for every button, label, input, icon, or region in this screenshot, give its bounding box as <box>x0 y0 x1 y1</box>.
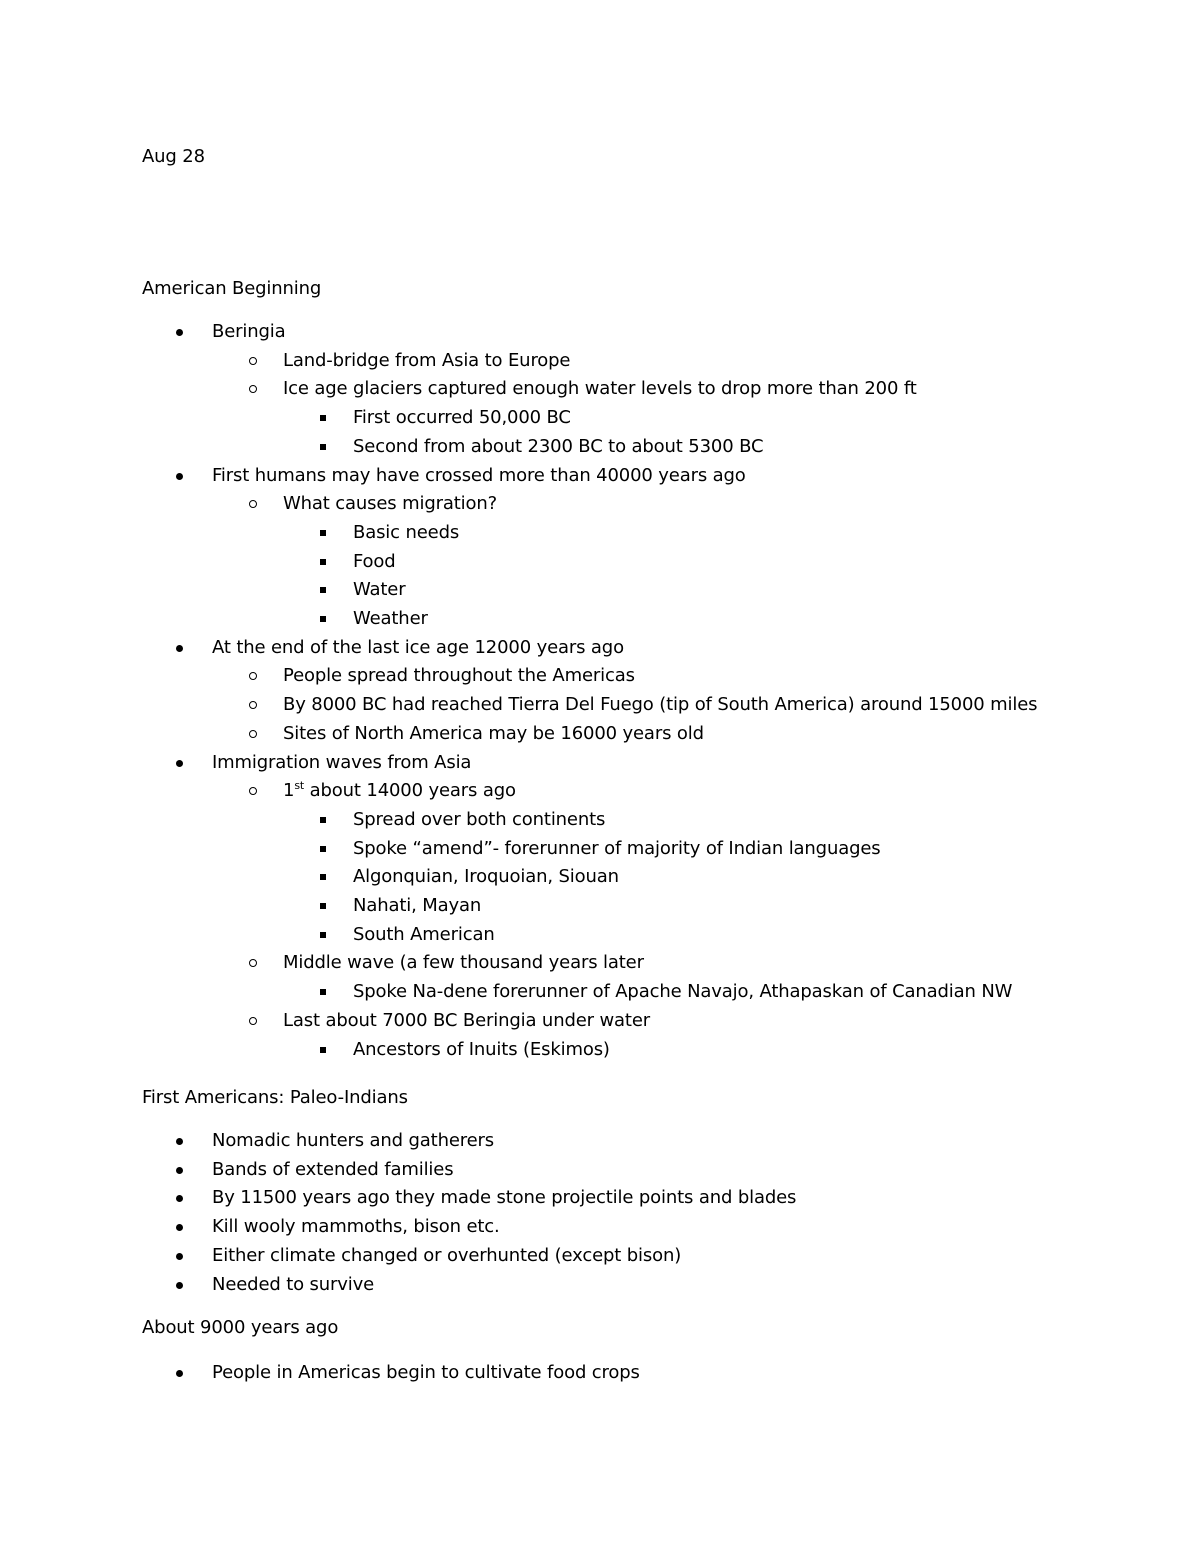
bullet-circle-icon <box>249 787 257 795</box>
list-item-level-3 <box>353 608 428 630</box>
list-item-text-after: about 14000 years ago <box>304 780 516 801</box>
list-item-text: Immigration waves from Asia <box>212 752 472 773</box>
list-item-level-2 <box>283 694 1037 716</box>
list-item-level-1 <box>212 1274 374 1296</box>
list-item-level-2 <box>283 780 516 802</box>
list-item-text: Second from about 2300 BC to about 5300 BC <box>353 436 764 457</box>
list-item-level-3 <box>353 924 495 946</box>
list-item-level-3 <box>353 895 481 917</box>
bullet-square-icon <box>320 989 326 995</box>
list-item-text: First occurred 50,000 BC <box>353 407 571 428</box>
bullet-square-icon <box>320 616 326 622</box>
list-item-text: Algonquian, Iroquoian, Siouan <box>353 866 619 887</box>
bullet-square-icon <box>320 846 326 852</box>
bullet-square-icon <box>320 1047 326 1053</box>
list-item-level-2 <box>283 378 917 400</box>
list-item-text: Middle wave (a few thousand years later <box>283 952 644 973</box>
list-item-text: By 11500 years ago they made stone projectile points and blades <box>212 1187 797 1208</box>
list-item-level-1 <box>212 1159 453 1181</box>
list-item-level-2 <box>283 350 570 372</box>
list-item-text: First humans may have crossed more than 40000 years ago <box>212 465 746 486</box>
bullet-circle-icon <box>249 701 257 709</box>
list-item-level-3 <box>353 1039 610 1061</box>
list-item-text: Food <box>353 551 396 572</box>
bullet-square-icon <box>320 903 326 909</box>
list-item-level-1 <box>212 321 286 343</box>
list-item-text: Ancestors of Inuits (Eskimos) <box>353 1039 610 1060</box>
bullet-disc-icon <box>176 1253 183 1260</box>
bullet-disc-icon <box>176 645 183 652</box>
list-item-text: Kill wooly mammoths, bison etc. <box>212 1216 500 1237</box>
list-item-text: Beringia <box>212 321 286 342</box>
list-item-level-3 <box>353 579 405 601</box>
bullet-square-icon <box>320 932 326 938</box>
section-heading: First Americans: Paleo-Indians <box>142 1087 408 1108</box>
list-item-level-1 <box>212 1216 500 1238</box>
list-item-text: South American <box>353 924 495 945</box>
bullet-disc-icon <box>176 1167 183 1174</box>
list-item-level-2 <box>283 1010 650 1032</box>
list-item-text: Last about 7000 BC Beringia under water <box>283 1010 651 1031</box>
list-item-text: Spread over both continents <box>353 809 606 830</box>
section-heading: American Beginning <box>142 278 322 299</box>
list-item-text: Sites of North America may be 16000 years old <box>283 723 704 744</box>
bullet-disc-icon <box>176 1224 183 1231</box>
bullet-square-icon <box>320 587 326 593</box>
bullet-circle-icon <box>249 672 257 680</box>
list-item-text: Water <box>353 579 406 600</box>
list-item-text: By 8000 BC had reached Tierra Del Fuego (tip of South America) around 15000 miles <box>283 694 1038 715</box>
list-item-level-1 <box>212 637 624 659</box>
list-item-level-3 <box>353 407 571 429</box>
list-item-level-1 <box>212 1245 681 1267</box>
list-item-text: At the end of the last ice age 12000 years ago <box>212 637 624 658</box>
list-item-text: Nomadic hunters and gatherers <box>212 1130 495 1151</box>
bullet-circle-icon <box>249 500 257 508</box>
list-item-level-3 <box>353 551 396 573</box>
bullet-circle-icon <box>249 959 257 967</box>
bullet-disc-icon <box>176 1138 183 1145</box>
list-item-text: Bands of extended families <box>212 1159 454 1180</box>
list-item-level-2 <box>283 493 497 515</box>
bullet-square-icon <box>320 874 326 880</box>
bullet-circle-icon <box>249 1017 257 1025</box>
bullet-square-icon <box>320 415 326 421</box>
bullet-square-icon <box>320 530 326 536</box>
bullet-disc-icon <box>176 473 183 480</box>
list-item-text: Ice age glaciers captured enough water levels to drop more than 200 ft <box>283 378 917 399</box>
bullet-disc-icon <box>176 1195 183 1202</box>
bullet-disc-icon <box>176 1370 183 1377</box>
list-item-level-2 <box>283 723 704 745</box>
list-item-level-1 <box>212 1187 796 1209</box>
list-item-level-3 <box>353 436 763 458</box>
list-item-level-1 <box>212 752 471 774</box>
list-item-level-1 <box>212 1130 494 1152</box>
list-item-level-3 <box>353 809 605 831</box>
bullet-disc-icon <box>176 1282 183 1289</box>
list-item-text: Either climate changed or overhunted (except bison) <box>212 1245 682 1266</box>
list-item-level-3 <box>353 522 459 544</box>
bullet-circle-icon <box>249 730 257 738</box>
bullet-square-icon <box>320 817 326 823</box>
bullet-square-icon <box>320 559 326 565</box>
date-line: Aug 28 <box>142 146 205 167</box>
bullet-square-icon <box>320 444 326 450</box>
list-item-level-3 <box>353 866 619 888</box>
list-item-level-3 <box>353 838 881 860</box>
list-item-text: Nahati, Mayan <box>353 895 482 916</box>
list-item-level-1 <box>212 465 746 487</box>
list-item-text: Spoke Na-dene forerunner of Apache Navajo, Athapaskan of Canadian NW <box>353 981 1013 1002</box>
bullet-circle-icon <box>249 357 257 365</box>
list-item-text: 1 <box>283 780 295 801</box>
ordinal-suffix: st <box>294 779 305 792</box>
list-item-level-2 <box>283 952 644 974</box>
list-item-text: Needed to survive <box>212 1274 375 1295</box>
list-item-level-3 <box>353 981 1012 1003</box>
section-heading: About 9000 years ago <box>142 1317 339 1338</box>
list-item-text: Spoke “amend”- forerunner of majority of Indian languages <box>353 838 881 859</box>
list-item-text: Basic needs <box>353 522 460 543</box>
bullet-disc-icon <box>176 329 183 336</box>
list-item-text: Land-bridge from Asia to Europe <box>283 350 571 371</box>
bullet-disc-icon <box>176 760 183 767</box>
bullet-circle-icon <box>249 385 257 393</box>
list-item-text: People spread throughout the Americas <box>283 665 635 686</box>
list-item-level-1 <box>212 1362 640 1384</box>
list-item-text: What causes migration? <box>283 493 498 514</box>
list-item-text: Weather <box>353 608 428 629</box>
list-item-level-2 <box>283 665 635 687</box>
list-item-text: People in Americas begin to cultivate food crops <box>212 1362 640 1383</box>
